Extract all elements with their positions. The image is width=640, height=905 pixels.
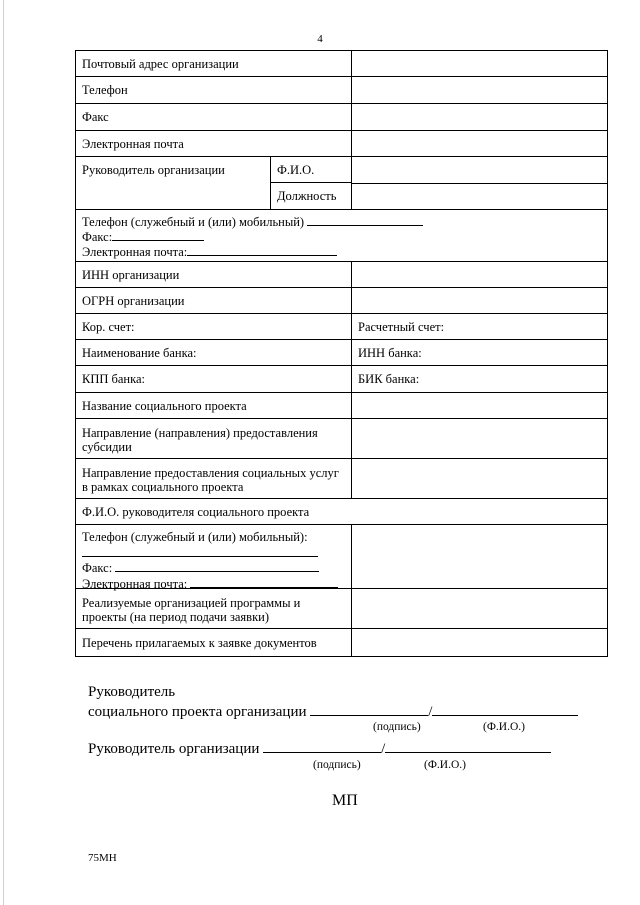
project-head-signature-caption: (подпись) — [373, 721, 421, 733]
label-bank-kpp[interactable]: КПП банка: — [76, 366, 352, 392]
org-head-fio-caption: (Ф.И.О.) — [424, 759, 466, 771]
row-bank-kpp — [75, 366, 608, 393]
row-documents-list — [75, 629, 608, 657]
row-ogrn-org — [75, 288, 608, 314]
row-fax — [75, 104, 608, 131]
org-head-values — [352, 157, 607, 209]
label-fio: Ф.И.О. — [271, 157, 351, 183]
label-project-fax: Факс: — [82, 561, 113, 575]
page-number: 4 — [317, 33, 323, 45]
row-phone — [75, 77, 608, 104]
label-org-head: Руководитель организации — [76, 157, 271, 209]
row-service-direction — [75, 459, 608, 499]
row-project-head-fio — [75, 499, 608, 525]
row-project-contacts — [75, 525, 608, 589]
org-head-subcells — [271, 157, 352, 209]
field-phone[interactable] — [352, 77, 607, 103]
row-email — [75, 131, 608, 157]
label-inn-org: ИНН организации — [76, 262, 352, 287]
label-programs-line1: Реализуемые организацией программы и — [82, 596, 301, 610]
field-project-phone[interactable] — [82, 545, 318, 557]
org-head-fio-field[interactable] — [385, 738, 551, 753]
row-accounts — [75, 314, 608, 340]
label-subsidy-direction-line1: Направление (направления) предоставления — [82, 426, 318, 440]
row-project-name — [75, 393, 608, 419]
row-subsidy-direction — [75, 419, 608, 459]
org-head-title: Руководитель организации — [88, 741, 260, 757]
field-inn-org[interactable] — [352, 262, 607, 287]
project-head-title-line1: Руководитель — [88, 684, 176, 700]
label-position: Должность — [277, 189, 337, 203]
field-project-fax[interactable] — [115, 560, 319, 572]
contacts-block — [76, 210, 607, 261]
row-postal-address — [75, 50, 608, 77]
label-service-direction — [76, 459, 352, 498]
row-org-head — [75, 157, 608, 210]
label-subsidy-direction-line2: субсидии — [82, 440, 132, 454]
label-postal-address: Почтовый адрес организации — [76, 51, 352, 76]
field-project-email[interactable] — [190, 576, 338, 588]
row-programs — [75, 589, 608, 629]
label-contact-phone: Телефон (служебный и (или) мобильный) — [82, 215, 305, 229]
label-bank-name[interactable]: Наименование банка: — [76, 340, 352, 365]
field-documents-list[interactable] — [352, 629, 607, 656]
label-corr-account[interactable]: Кор. счет: — [76, 314, 352, 339]
field-ogrn-org[interactable] — [352, 288, 607, 313]
field-service-direction[interactable] — [352, 459, 607, 498]
label-project-name: Название социального проекта — [76, 393, 352, 418]
label-project-email: Электронная почта: — [82, 576, 188, 591]
label-phone: Телефон — [76, 77, 352, 103]
label-service-direction-line1: Направление предоставления социальных услуг — [82, 466, 339, 480]
footer-code: 75МН — [88, 852, 117, 864]
label-project-phone: Телефон (служебный и (или) мобильный): — [82, 530, 308, 544]
label-programs-line2: проекты (на период подачи заявки) — [82, 610, 270, 624]
label-settlement-account[interactable]: Расчетный счет: — [358, 319, 445, 334]
label-email: Электронная почта — [76, 131, 352, 156]
field-email[interactable] — [352, 131, 607, 156]
slash-separator: / — [428, 704, 433, 720]
stamp-placeholder: МП — [332, 792, 358, 809]
field-org-head-fio[interactable] — [352, 157, 607, 184]
org-head-signature-caption: (подпись) — [313, 759, 361, 771]
org-head-signature-line — [88, 738, 551, 758]
field-project-contacts[interactable] — [352, 525, 607, 588]
field-project-name[interactable] — [352, 393, 607, 418]
field-contact-email[interactable] — [187, 244, 337, 256]
label-bank-bik[interactable]: БИК банка: — [358, 372, 420, 386]
label-fax: Факс — [76, 104, 352, 130]
slash-separator-2: / — [381, 741, 386, 757]
label-ogrn-org: ОГРН организации — [76, 288, 352, 313]
row-contacts — [75, 210, 608, 262]
label-bank-inn[interactable]: ИНН банка: — [358, 345, 422, 360]
application-form-table — [75, 50, 608, 657]
row-inn-org — [75, 262, 608, 288]
field-subsidy-direction[interactable] — [352, 419, 607, 458]
label-documents-list: Перечень прилагаемых к заявке документов — [76, 629, 352, 656]
page-edge — [3, 0, 4, 905]
project-head-fio-caption: (Ф.И.О.) — [483, 721, 525, 733]
project-head-title-line2: социального проекта организации — [88, 704, 307, 720]
label-service-direction-line2: в рамках социального проекта — [82, 480, 244, 494]
field-postal-address[interactable] — [352, 51, 607, 76]
org-head-signature-field[interactable] — [263, 738, 381, 753]
project-head-signature-field[interactable] — [310, 701, 428, 716]
label-contact-fax: Факс: — [82, 230, 113, 244]
project-head-signature-line — [88, 701, 578, 721]
field-contact-fax[interactable] — [112, 229, 204, 241]
field-fax[interactable] — [352, 104, 607, 130]
label-subsidy-direction — [76, 419, 352, 458]
label-project-head-fio: Ф.И.О. руководителя социального проекта — [82, 504, 310, 519]
label-programs — [76, 589, 352, 628]
row-bank-name — [75, 340, 608, 366]
project-head-fio-field[interactable] — [432, 701, 578, 716]
field-programs[interactable] — [352, 589, 607, 628]
project-contacts-block — [76, 525, 352, 591]
field-contact-phone[interactable] — [307, 214, 423, 226]
label-contact-email: Электронная почта: — [82, 245, 188, 259]
